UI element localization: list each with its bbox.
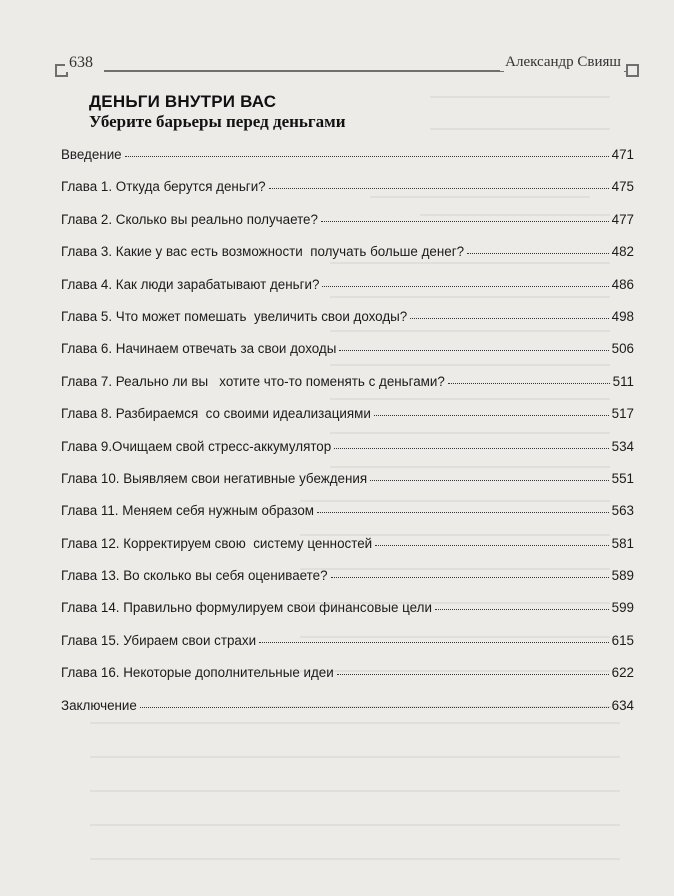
toc-entry-title: Глава 16. Некоторые дополнительные идеи [61, 665, 334, 681]
toc-entry-page: 486 [611, 276, 634, 292]
dot-leader [410, 318, 608, 319]
dot-leader [339, 350, 608, 351]
dot-leader [370, 480, 609, 481]
dot-leader [334, 448, 608, 449]
toc-entry-page: 589 [611, 568, 634, 584]
toc-entry-page: 482 [611, 244, 634, 260]
toc-entry-page: 622 [611, 665, 634, 681]
toc-entry-title: Глава 2. Сколько вы реально получаете? [61, 211, 318, 227]
table-of-contents [61, 146, 634, 729]
toc-entry-page: 506 [611, 341, 634, 357]
toc-entry [61, 567, 634, 599]
toc-entry-title: Глава 6. Начинаем отвечать за свои доходы [61, 341, 337, 357]
toc-entry-title: Глава 1. Откуда берутся деньги? [61, 179, 266, 195]
toc-entry-title: Глава 14. Правильно формулируем свои финансовые цели [61, 600, 432, 616]
toc-entry [61, 470, 634, 502]
toc-entry [61, 502, 634, 534]
toc-entry-page: 534 [611, 438, 634, 454]
header-corner-square-right [626, 64, 639, 77]
toc-entry-page: 511 [612, 373, 634, 389]
dot-leader [337, 674, 609, 675]
toc-entry-page: 581 [611, 535, 634, 551]
dot-leader [435, 609, 609, 610]
toc-entry [61, 308, 634, 340]
dot-leader [259, 642, 609, 643]
toc-entry-title: Глава 7. Реально ли вы хотите что-то поменять с деньгами? [61, 373, 445, 389]
toc-entry [61, 146, 634, 178]
dot-leader [125, 156, 609, 157]
toc-entry [61, 405, 634, 437]
page-header [0, 50, 674, 86]
toc-entry [61, 243, 634, 275]
toc-entry-page: 599 [611, 600, 634, 616]
toc-entry-title: Глава 5. Что может помешать увеличить свои доходы? [61, 308, 408, 324]
toc-entry [61, 211, 634, 243]
page-number: 638 [65, 54, 97, 72]
toc-entry-page: 517 [611, 406, 634, 422]
toc-entry-page: 563 [611, 503, 634, 519]
toc-entry [61, 599, 634, 631]
toc-entry [61, 340, 634, 372]
dot-leader [317, 512, 609, 513]
dot-leader [269, 188, 609, 189]
toc-entry-title: Введение [61, 147, 122, 162]
dot-leader [467, 253, 609, 254]
dot-leader [140, 707, 609, 708]
dot-leader [331, 577, 609, 578]
toc-entry [61, 535, 634, 567]
toc-entry [61, 438, 634, 470]
toc-entry-page: 634 [611, 697, 634, 713]
toc-entry-title: Заключение [61, 697, 137, 713]
toc-entry-title: Глава 15. Убираем свои страхи [61, 632, 257, 648]
dot-leader [322, 286, 608, 287]
toc-entry-title: Глава 3. Какие у вас есть возможности получать больше денег? [61, 244, 465, 260]
book-title: ДЕНЬГИ ВНУТРИ ВАС [89, 92, 277, 111]
toc-entry-page: 615 [611, 632, 634, 648]
dot-leader [375, 545, 609, 546]
toc-entry [61, 632, 634, 664]
dot-leader [321, 221, 609, 222]
toc-entry-title: Глава 10. Выявляем свои негативные убеждения [61, 470, 368, 486]
toc-entry [61, 276, 634, 308]
toc-entry-title: Глава 9.Очищаем свой стресс-аккумулятор [61, 438, 332, 454]
toc-entry-title: Глава 11. Меняем себя нужным образом [61, 503, 314, 519]
toc-entry-title: Глава 8. Разбираемся со своими идеализациями [61, 406, 371, 422]
toc-entry-page: 477 [611, 211, 634, 227]
running-head-author: Александр Свияш [500, 54, 626, 71]
toc-entry [61, 664, 634, 696]
toc-entry-title: Глава 4. Как люди зарабатывают деньги? [61, 276, 320, 292]
toc-entry-title: Глава 13. Во сколько вы себя оцениваете? [61, 568, 328, 584]
toc-entry-page: 475 [611, 179, 634, 195]
header-rule-center [104, 70, 504, 72]
toc-entry [61, 178, 634, 210]
toc-entry-page: 551 [611, 470, 634, 486]
book-subtitle: Уберите барьеры перед деньгами [89, 112, 346, 131]
toc-entry [61, 373, 634, 405]
dot-leader [448, 383, 610, 384]
toc-entry-page: 498 [611, 308, 634, 324]
toc-entry-page: 471 [611, 147, 634, 162]
toc-entry-title: Глава 12. Корректируем свою систему ценностей [61, 535, 373, 551]
dot-leader [374, 415, 609, 416]
toc-entry [61, 697, 634, 729]
